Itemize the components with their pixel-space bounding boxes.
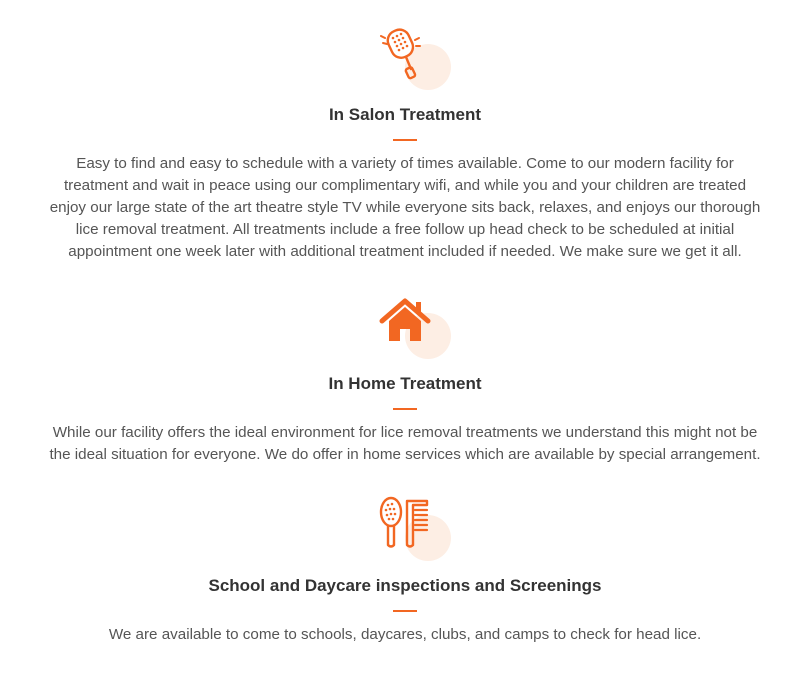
service-icon-wrap	[370, 24, 440, 94]
service-in-salon	[0, 24, 810, 263]
service-icon-wrap	[370, 293, 440, 363]
service-description: While our facility offers the ideal environment for lice removal treatments we understand this might not be the ideal situation for everyone. We do offer in home services which are available by special arrangement.	[49, 424, 761, 463]
service-title: In Salon Treatment	[328, 105, 482, 124]
hair-brush-icon	[379, 24, 431, 82]
service-description: Easy to find and easy to schedule with a variety of times available. Come to our modern facility for treatment and wait in peace using our complimentary wifi, and while you and your children are treated enjoy our large state of the art theatre style TV while everyone sits back, relaxes, and enjoys our thorough lice removal treatment. All treatments include a free follow up head check to be scheduled at initial appointment one week later with additional treatment included if needed. We make sure we get it all.	[49, 155, 761, 260]
service-school-daycare	[0, 495, 810, 646]
service-in-home	[0, 293, 810, 466]
title-divider	[393, 408, 417, 410]
title-divider	[393, 139, 417, 141]
service-description: We are available to come to schools, daycares, clubs, and camps to check for head lice.	[108, 626, 702, 643]
house-icon	[379, 293, 431, 345]
service-title: In Home Treatment	[328, 374, 482, 393]
brush-and-comb-icon	[379, 495, 433, 553]
title-divider	[393, 610, 417, 612]
service-icon-wrap	[370, 495, 440, 565]
service-title: School and Daycare inspections and Screenings	[208, 576, 602, 595]
